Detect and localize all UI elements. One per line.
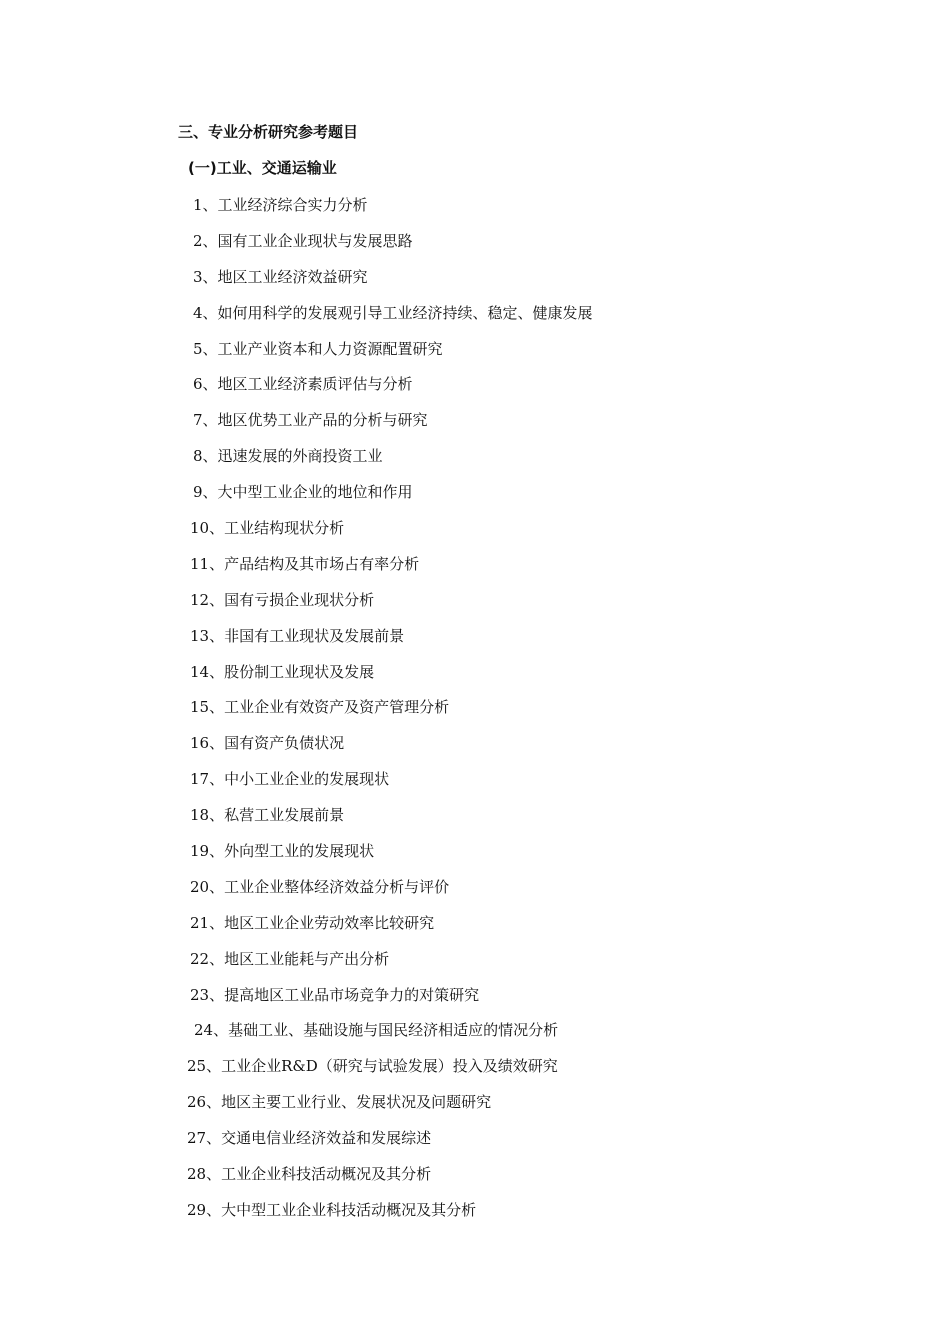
list-item: 13、非国有工业现状及发展前景 [190, 626, 405, 645]
list-item: 3、地区工业经济效益研究 [193, 267, 368, 286]
list-item: 22、地区工业能耗与产出分析 [190, 949, 390, 968]
list-item: 15、工业企业有效资产及资产管理分析 [190, 698, 450, 717]
subsection-title: (一)工业、交通运输业 [188, 159, 337, 177]
list-item: 20、工业企业整体经济效益分析与评价 [190, 877, 450, 896]
list-item: 1、工业经济综合实力分析 [193, 196, 368, 214]
list-item: 26、地区主要工业行业、发展状况及问题研究 [187, 1093, 492, 1112]
section-title: 三、专业分析研究参考题目 [178, 123, 359, 141]
list-item: 18、私营工业发展前景 [190, 806, 345, 825]
list-item: 5、工业产业资本和人力资源配置研究 [193, 339, 443, 358]
list-item: 8、迅速发展的外商投资工业 [193, 447, 383, 466]
list-item: 24、基础工业、基础设施与国民经济相适应的情况分析 [194, 1021, 559, 1040]
list-item: 11、产品结构及其市场占有率分析 [190, 554, 420, 573]
list-item: 7、地区优势工业产品的分析与研究 [193, 411, 428, 430]
list-item: 9、大中型工业企业的地位和作用 [193, 483, 413, 502]
topic-list [0, 194, 593, 1235]
list-item: 14、股份制工业现状及发展 [190, 662, 375, 681]
list-item: 6、地区工业经济素质评估与分析 [193, 375, 413, 394]
list-item: 12、国有亏损企业现状分析 [190, 590, 375, 609]
list-item: 23、提高地区工业品市场竞争力的对策研究 [190, 985, 480, 1004]
list-item: 16、国有资产负债状况 [190, 734, 345, 753]
list-item: 17、中小工业企业的发展现状 [190, 770, 390, 789]
list-item: 27、交通电信业经济效益和发展综述 [187, 1129, 432, 1148]
list-item: 25、工业企业R&D（研究与试验发展）投入及绩效研究 [187, 1057, 558, 1076]
list-item: 4、如何用科学的发展观引导工业经济持续、稳定、健康发展 [193, 303, 593, 322]
list-item: 28、工业企业科技活动概况及其分析 [187, 1165, 432, 1184]
list-item: 19、外向型工业的发展现状 [190, 842, 375, 861]
list-item: 10、工业结构现状分析 [190, 519, 345, 538]
list-item: 21、地区工业企业劳动效率比较研究 [190, 913, 435, 932]
list-item: 29、大中型工业企业科技活动概况及其分析 [187, 1200, 477, 1219]
list-item: 2、国有工业企业现状与发展思路 [193, 231, 413, 250]
